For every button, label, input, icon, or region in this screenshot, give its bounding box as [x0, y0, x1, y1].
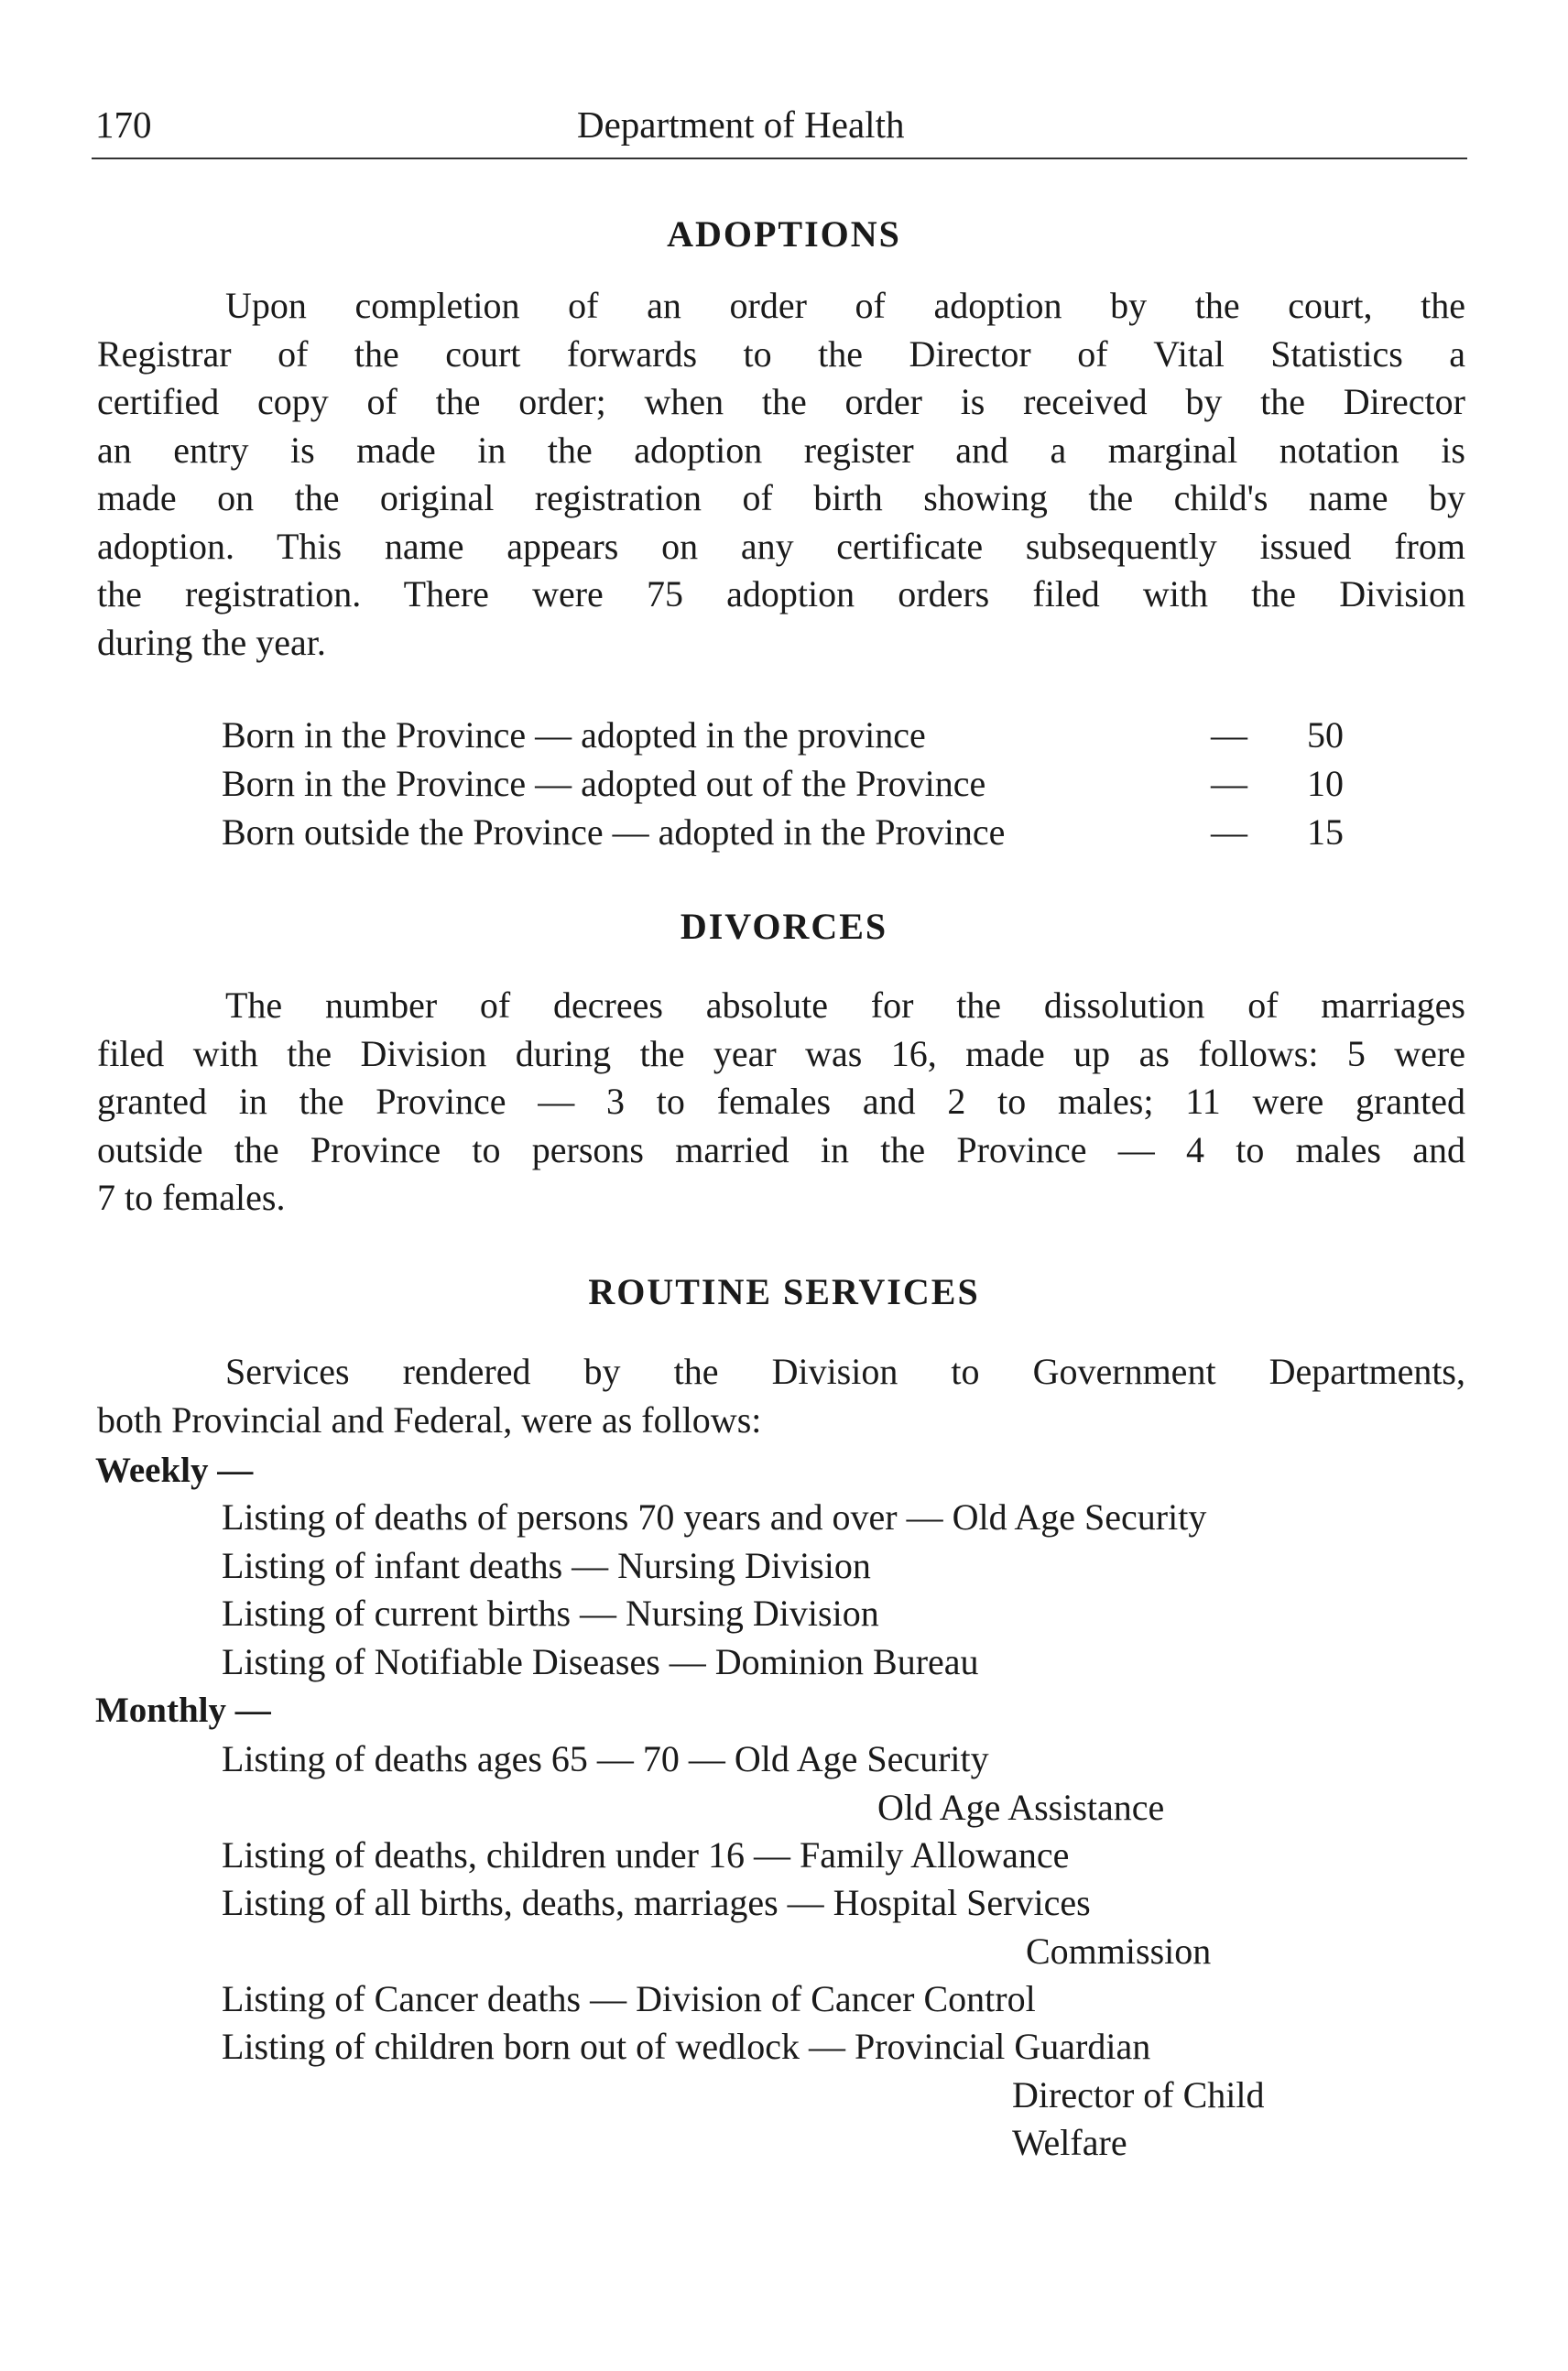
row-value: 15 — [1307, 811, 1344, 853]
paragraph-line: both Provincial and Federal, were as follows: — [97, 1398, 762, 1441]
table-row — [222, 808, 1344, 856]
weekly-item: Listing of Notifiable Diseases — Dominion Bureau — [222, 1641, 979, 1682]
monthly-item-continuation: Welfare — [1012, 2122, 1127, 2163]
table-row — [222, 711, 1344, 759]
paragraph-line: The number of decrees absolute for the dissolution of marriages — [225, 984, 1465, 1026]
adoptions-paragraph — [97, 282, 1465, 667]
running-title: Department of Health — [577, 103, 905, 146]
paragraph-line: during the year. — [97, 621, 326, 663]
row-description: Born in the Province — adopted in the province — [222, 714, 926, 756]
row-dash: — — [1211, 811, 1247, 853]
weekly-item: Listing of deaths of persons 70 years and over — Old Age Security — [222, 1496, 1207, 1538]
monthly-label: Monthly — — [95, 1691, 271, 1730]
paragraph-line: an entry is made in the adoption register and a marginal notation is — [97, 429, 1465, 471]
paragraph-line: Upon completion of an order of adoption by the court, the — [225, 285, 1465, 326]
weekly-label: Weekly — — [95, 1451, 254, 1490]
paragraph-line: made on the original registration of birth showing the child's name by — [97, 477, 1465, 518]
page-number: 170 — [95, 103, 152, 146]
header-rule — [92, 158, 1467, 159]
row-dash: — — [1211, 714, 1247, 756]
monthly-item: Listing of children born out of wedlock — Provincial Guardian — [222, 2026, 1151, 2067]
paragraph-line: certified copy of the order; when the order is received by the Director — [97, 381, 1465, 422]
paragraph-line: Services rendered by the Division to Government Departments, — [225, 1351, 1465, 1392]
monthly-item-continuation: Commission — [1026, 1931, 1212, 1972]
row-description: Born in the Province — adopted out of the Province — [222, 763, 986, 804]
routine-services-paragraph — [97, 1348, 1465, 1444]
weekly-item: Listing of current births — Nursing Division — [222, 1593, 879, 1634]
table-row — [222, 759, 1344, 808]
routine-services-heading: ROUTINE SERVICES — [588, 1271, 980, 1312]
monthly-item: Listing of deaths ages 65 — 70 — Old Age Security — [222, 1738, 989, 1779]
paragraph-line: granted in the Province — 3 to females and 2 to males; 11 were granted — [97, 1081, 1465, 1122]
row-description: Born outside the Province — adopted in the Province — [222, 811, 1006, 853]
paragraph-line: adoption. This name appears on any certificate subsequently issued from — [97, 525, 1465, 567]
monthly-item: Listing of all births, deaths, marriages — Hospital Services — [222, 1882, 1091, 1923]
divorces-heading: DIVORCES — [680, 906, 888, 947]
paragraph-line: outside the Province to persons married in the Province — 4 to males and — [97, 1128, 1465, 1170]
monthly-item: Listing of Cancer deaths — Division of Cancer Control — [222, 1978, 1036, 2019]
monthly-item: Listing of deaths, children under 16 — Family Allowance — [222, 1834, 1070, 1876]
row-dash: — — [1211, 763, 1247, 804]
monthly-item-continuation: Director of Child — [1012, 2074, 1265, 2115]
weekly-item: Listing of infant deaths — Nursing Division — [222, 1545, 871, 1586]
paragraph-line: 7 to females. — [97, 1177, 286, 1218]
adoptions-table — [222, 711, 1344, 856]
divorces-paragraph — [97, 982, 1465, 1223]
paragraph-line: the registration. There were 75 adoption orders filed with the Division — [97, 573, 1465, 615]
monthly-item-continuation: Old Age Assistance — [877, 1787, 1165, 1828]
paragraph-line: Registrar of the court forwards to the Director of Vital Statistics a — [97, 332, 1465, 375]
paragraph-line: filed with the Division during the year was 16, made up as follows: 5 were — [97, 1032, 1465, 1074]
row-value: 10 — [1307, 763, 1344, 804]
row-value: 50 — [1307, 714, 1344, 756]
adoptions-heading: ADOPTIONS — [667, 213, 901, 255]
